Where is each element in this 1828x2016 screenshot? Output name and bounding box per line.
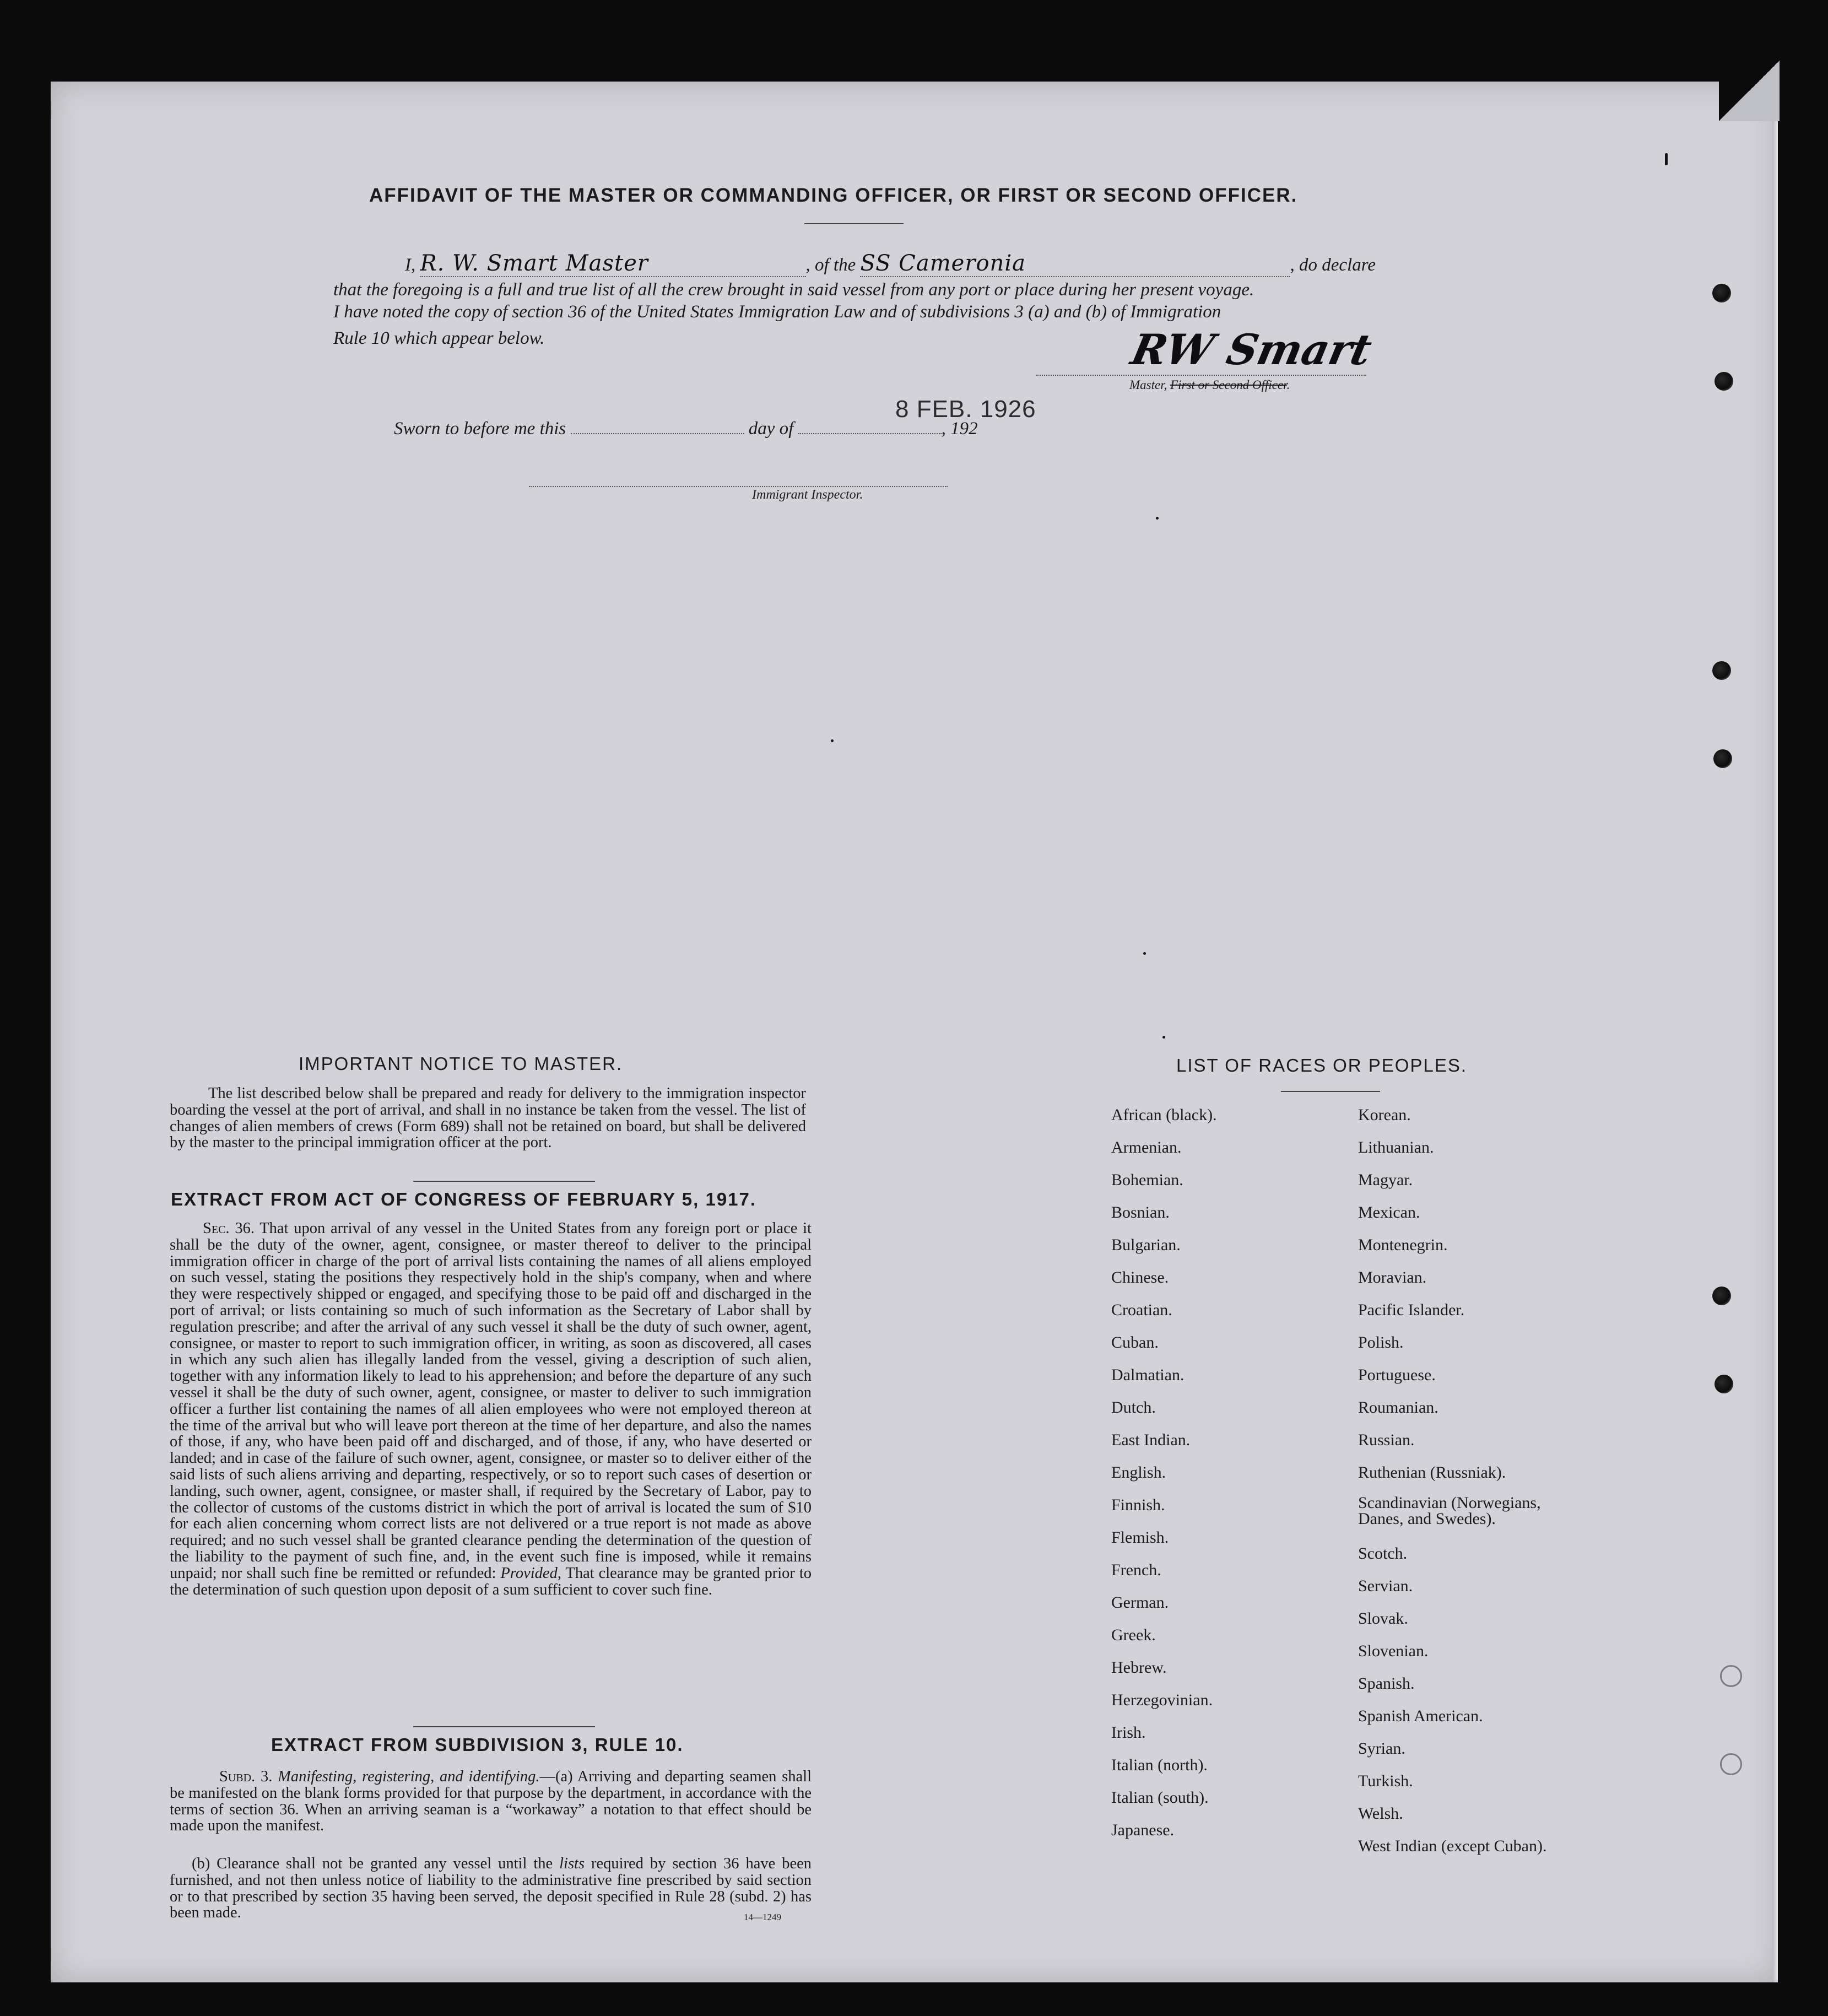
punch-hole-icon: [1720, 1753, 1742, 1775]
race-item: Spanish American.: [1358, 1707, 1483, 1725]
punch-hole-icon: [1712, 661, 1731, 680]
affidavit-prefix: I,: [405, 255, 416, 275]
punch-hole-icon: [1712, 1287, 1731, 1305]
race-item: Mexican.: [1358, 1203, 1420, 1222]
rule-extract-text-a: [170, 1769, 812, 1834]
subd-3-para-b-start: (b) Clearance shall not be granted any vessel until the: [192, 1855, 553, 1872]
race-item: Lithuanian.: [1358, 1138, 1434, 1156]
race-item: Pacific Islander.: [1358, 1301, 1465, 1319]
vessel-fill-line: [860, 251, 1290, 277]
subd-3-para-b-lists: lists: [559, 1855, 585, 1872]
form-number: 14—1249: [744, 1912, 781, 1922]
caption-master: Master,: [1129, 378, 1167, 392]
page-edge: [1772, 82, 1778, 1982]
master-signature: RW Smart: [1127, 325, 1376, 374]
punch-hole-icon: [1713, 749, 1732, 768]
race-item: East Indian.: [1111, 1431, 1191, 1449]
race-item: Herzegovinian.: [1111, 1691, 1213, 1709]
sworn-year: , 192: [941, 419, 978, 439]
races-title-divider: [1281, 1091, 1380, 1092]
race-item: Polish.: [1358, 1333, 1404, 1352]
race-item: West Indian (except Cuban).: [1358, 1837, 1547, 1855]
sworn-day-word: day of: [748, 419, 794, 439]
race-item: Roumanian.: [1358, 1398, 1438, 1417]
caption-period: .: [1286, 378, 1290, 392]
races-left-column: [1111, 1105, 1343, 1852]
notice-body: The list described below shall be prepared and ready for delivery to the immigration inspector boarding the vessel at the port of arrival, and shall in no instance be taken from the vessel. The list of changes of alien members of crews (Form 689) shall not be retained on board, but shall be delivered by the master to the principal immigration officer at the port.: [170, 1085, 806, 1152]
race-item: Armenian.: [1111, 1138, 1182, 1156]
race-item: English.: [1111, 1463, 1166, 1482]
notice-text: [170, 1085, 806, 1151]
race-item: Ruthenian (Russniak).: [1358, 1463, 1506, 1482]
punch-hole-icon: [1712, 284, 1731, 302]
race-item: Bohemian.: [1111, 1171, 1183, 1189]
subd-3-para-b-end: required by section 36 have been furnished, and not then unless notice of liability to the administrative fine prescribed by said section or to that prescribed by section 35 having been served, the deposit specified in Rule 28 (subd. 2) has been made.: [170, 1855, 812, 1922]
race-item: Italian (south).: [1111, 1788, 1209, 1807]
rule-extract-title: EXTRACT FROM SUBDIVISION 3, RULE 10.: [271, 1734, 684, 1755]
race-item: Greek.: [1111, 1626, 1156, 1644]
race-item: Moravian.: [1358, 1268, 1427, 1287]
race-item: Korean.: [1358, 1106, 1411, 1124]
affidavit-line-4: Rule 10 which appear below.: [333, 328, 545, 348]
sworn-prefix: Sworn to before me this: [394, 419, 566, 439]
race-item: Syrian.: [1358, 1739, 1405, 1758]
caption-struck-officer: First or Second Officer: [1170, 378, 1287, 392]
affidavit-line-1: [405, 251, 1376, 277]
race-item: Dalmatian.: [1111, 1366, 1185, 1384]
punch-hole-icon: [1715, 1375, 1733, 1393]
race-item: Scotch.: [1358, 1544, 1408, 1563]
act-extract-text: [170, 1220, 812, 1598]
race-item: Portuguese.: [1358, 1366, 1436, 1384]
subd-3-para-a: —(a) Arriving and departing seamen shall be manifested on the blank forms provided for that purpose by the department, in accordance with the terms of section 36. When an arriving seaman is a “workaway” a notation to that effect should be made upon the manifest.: [170, 1768, 812, 1835]
affidavit-suffix: , do declare: [1290, 255, 1376, 275]
punch-hole-icon: [1715, 372, 1733, 391]
race-item: African (black).: [1111, 1106, 1217, 1124]
sworn-line: [394, 419, 978, 439]
race-item: Spanish.: [1358, 1674, 1415, 1693]
affidavit-title: AFFIDAVIT OF THE MASTER OR COMMANDING OFFICER, OR FIRST OR SECOND OFFICER.: [369, 185, 1298, 206]
signature-caption: [1129, 378, 1290, 392]
affidavit-line-3: I have noted the copy of section 36 of the United States Immigration Law and of subdivisions 3 (a) and (b) of Immigration: [333, 302, 1221, 322]
race-item: Finnish.: [1111, 1496, 1165, 1514]
race-item: Servian.: [1358, 1577, 1413, 1595]
race-item: German.: [1111, 1593, 1169, 1612]
race-item: Dutch.: [1111, 1398, 1156, 1417]
race-item: Scandinavian (Norwegians, Danes, and Swedes).: [1358, 1494, 1541, 1528]
affidavit-mid: , of the: [805, 255, 856, 275]
notice-title: IMPORTANT NOTICE TO MASTER.: [299, 1053, 623, 1074]
vessel-name-handwritten: SS Cameronia: [860, 251, 1026, 276]
race-item: Japanese.: [1111, 1821, 1175, 1839]
page-corner-curl: [1719, 61, 1780, 121]
race-item: Russian.: [1358, 1431, 1415, 1449]
inspector-caption: Immigrant Inspector.: [752, 488, 863, 502]
provided-word: Provided,: [500, 1564, 561, 1582]
date-fill-line: [798, 433, 942, 434]
race-item: Welsh.: [1358, 1804, 1403, 1823]
subd-3-heading: Manifesting, registering, and identifying.: [278, 1768, 540, 1785]
title-divider: [804, 223, 904, 224]
race-item: Bulgarian.: [1111, 1236, 1181, 1254]
race-item: Flemish.: [1111, 1528, 1169, 1547]
affidavit-line-2: that the foregoing is a full and true list of all the crew brought in said vessel from any port or place during her present voyage.: [333, 280, 1254, 300]
inspector-signature-line: [529, 486, 948, 487]
section-divider: [413, 1181, 595, 1182]
section-divider: [413, 1726, 595, 1727]
act-extract-title: EXTRACT FROM ACT OF CONGRESS OF FEBRUARY 5, 1917.: [171, 1189, 757, 1209]
race-item: Croatian.: [1111, 1301, 1172, 1319]
sec-36-body: That upon arrival of any vessel in the United States from any foreign port or place it shall be the duty of the owner, agent, consignee, or master thereof to deliver to the principal immigration officer in charge of the port of arrival lists containing the names of all aliens employed on such vessel, stating the positions they respectively hold in the ship's company, when and where they were respectively shipped or engaged, and specifying those to be paid off and discharged in the port of arrival; or lists containing so much of such information as the Secretary of Labor shall by regulation prescribe; and after the arrival of any such vessel it shall be the duty of such owner, agent, consignee, or master to report to such immigration officer, in writing, as soon as discovered, all cases in which any such alien has illegally landed from the vessel, giving a description of such alien, together with any information likely to lead to his apprehension; and before the departure of any such vessel it shall be the duty of such owner, agent, consignee, or master to deliver to such immigration officer a further list containing the names of all alien employees who were not employed thereon at the time of the arrival but who will leave port thereon at the time of her departure, and also the names of those, if any, who have been paid off and discharged, and of those, if any, who have deserted or landed; and in case of the failure of such owner, agent, consignee, or master so to deliver either of the said lists of such aliens arriving and departing, respectively, or so to report such cases of desertion or landing, such owner, agent, consignee, or master shall, if required by the Secretary of Labor, pay to the collector of customs of the customs district in which the port of arrival is located the sum of $10 for each alien concerning whom correct lists are not delivered or a true report is not made as above required; and no such vessel shall be granted clearance pending the determination of the question of the liability to the payment of such fine, and, in the event such fine is imposed, while it remains unpaid; nor shall such fine be remitted or refunded:: [170, 1220, 812, 1582]
date-stamp: 8 FEB. 1926: [895, 396, 1036, 423]
master-name-handwritten: R. W. Smart Master: [420, 251, 648, 276]
race-item: Slovak.: [1358, 1609, 1408, 1628]
races-right-column: [1358, 1105, 1589, 1868]
signature-line: [1036, 375, 1366, 376]
sec-36-label: Sec. 36.: [203, 1220, 255, 1237]
race-item: Hebrew.: [1111, 1658, 1167, 1677]
race-item: Slovenian.: [1358, 1642, 1429, 1660]
day-fill-line: [571, 433, 744, 434]
sec-36-body-end: That clearance may be granted prior to the determination of such question upon deposit of a sum sufficient to cover such fine.: [170, 1564, 812, 1598]
race-item: Irish.: [1111, 1723, 1146, 1742]
races-list-title: LIST OF RACES OR PEOPLES.: [1176, 1055, 1468, 1075]
race-item: Cuban.: [1111, 1333, 1159, 1352]
race-item: Chinese.: [1111, 1268, 1169, 1287]
rule-extract-text-b: [170, 1856, 812, 1921]
name-fill-line: [420, 251, 806, 277]
race-item: Montenegrin.: [1358, 1236, 1448, 1254]
race-item: Turkish.: [1358, 1772, 1413, 1790]
punch-hole-icon: [1720, 1665, 1742, 1687]
race-item: Magyar.: [1358, 1171, 1413, 1189]
subd-3-label: Subd. 3.: [219, 1768, 273, 1785]
race-item: Italian (north).: [1111, 1756, 1208, 1774]
race-item: French.: [1111, 1561, 1161, 1579]
race-item: Bosnian.: [1111, 1203, 1170, 1222]
